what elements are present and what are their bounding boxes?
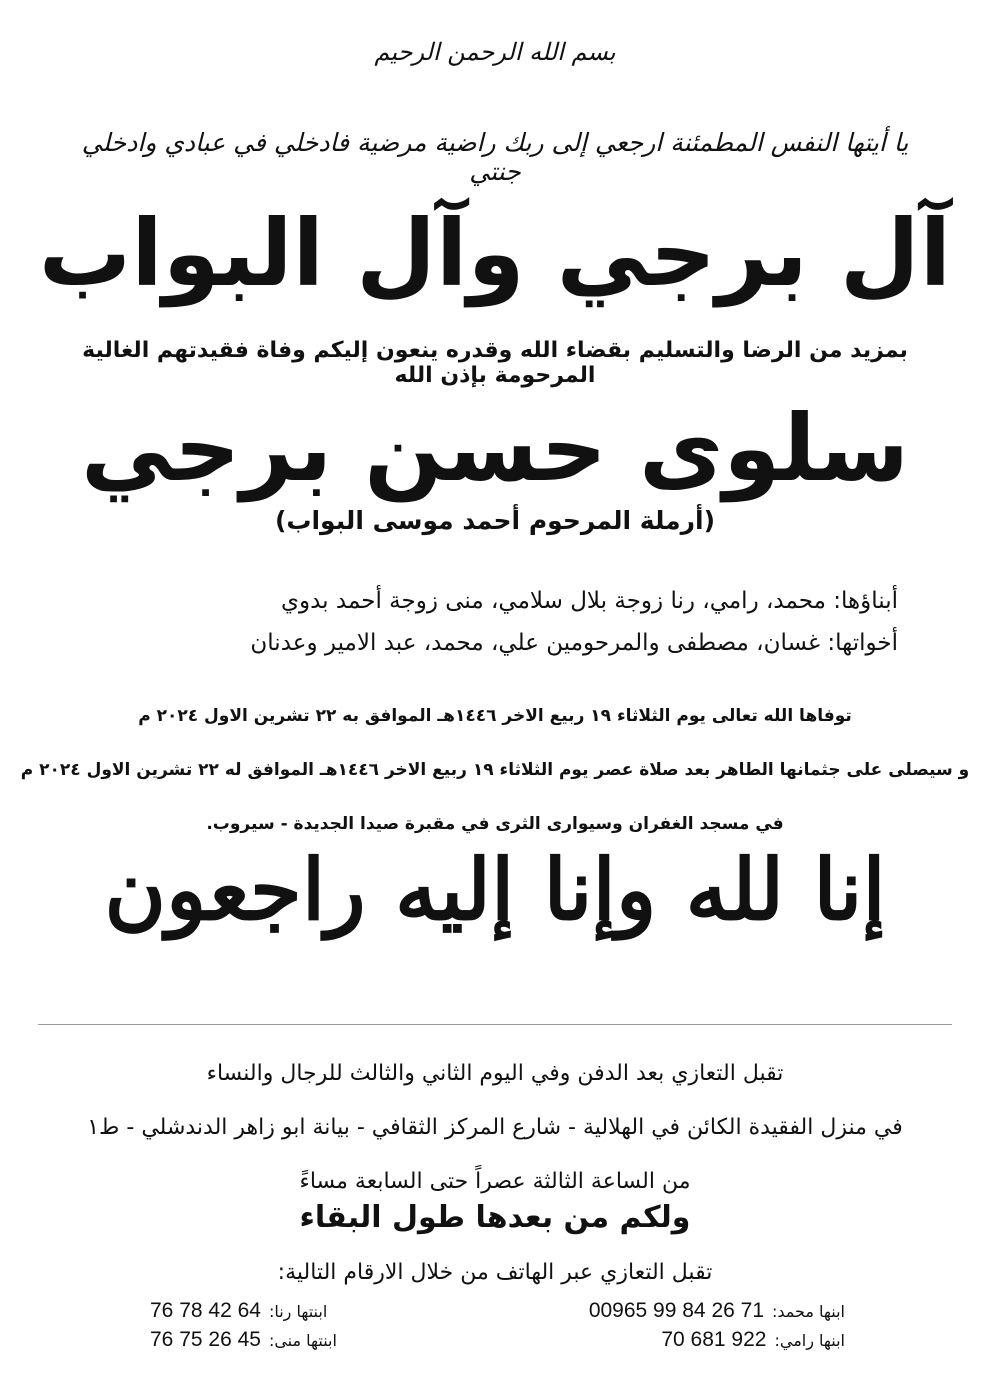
funeral-details bbox=[20, 700, 970, 862]
section-divider bbox=[38, 1024, 952, 1025]
contact-item bbox=[589, 1296, 845, 1325]
contact-item bbox=[661, 1325, 845, 1354]
announcement-text: بمزيد من الرضا والتسليم بقضاء الله وقدره ينعون إليكم وفاة فقيدتهم الغالية المرحومة بإذن الله bbox=[82, 338, 908, 388]
prayer-line: و سيصلى على جثمانها الطاهر بعد صلاة عصر يوم الثلاثاء ١٩ ربيع الاخر ١٤٤٦هـ الموافق له ٢٢ تشرين الاول ٢٠٢٤ م bbox=[20, 760, 970, 780]
condolences-days-line: تقبل التعازي بعد الدفن وفي اليوم الثاني والثالث للرجال والنساء bbox=[206, 1061, 784, 1086]
contact-number: 00965 99 84 26 71 bbox=[588, 1299, 764, 1322]
deceased-name: سلوى حسن برجي bbox=[81, 395, 909, 502]
condolences-hours-line: من الساعة الثالثة عصراً حتى السابعة مساءً bbox=[299, 1169, 691, 1194]
basmala-calligraphy: بسم الله الرحمن الرحيم bbox=[374, 38, 616, 66]
contact-number: 76 78 42 64 bbox=[150, 1299, 261, 1322]
contact-number: 76 75 26 45 bbox=[150, 1328, 261, 1351]
contact-item bbox=[150, 1296, 327, 1325]
condolences-address-line: في منزل الفقيدة الكائن في الهلالية - شارع المركز الثقافي - بيانة ابو زاهر الدندشلي - ط١ bbox=[87, 1115, 903, 1140]
quran-verse: يا أيتها النفس المطمئنة ارجعي إلى ربك راضية مرضية فادخلي في عبادي وادخلي جنتي bbox=[81, 128, 909, 186]
contact-number: 70 681 922 bbox=[661, 1328, 767, 1351]
relatives-section bbox=[40, 580, 898, 664]
contact-label: ابنها محمد: bbox=[772, 1302, 845, 1321]
phone-row bbox=[150, 1325, 845, 1354]
families-heading: آل برجي وآل البواب bbox=[38, 200, 952, 307]
widow-of-line: (أرملة المرحوم أحمد موسى البواب) bbox=[274, 506, 716, 535]
phone-intro: تقبل التعازي عبر الهاتف من خلال الارقام التالية: bbox=[277, 1260, 713, 1285]
death-date-line: توفاها الله تعالى يوم الثلاثاء ١٩ ربيع الاخر ١٤٤٦هـ الموافق به ٢٢ تشرين الاول ٢٠٢٤ م bbox=[138, 706, 852, 726]
children-line: أبناؤها: محمد، رامي، رنا زوجة بلال سلامي، منى زوجة أحمد بدوي bbox=[281, 588, 898, 614]
contact-label: ابنتها رنا: bbox=[268, 1302, 328, 1321]
siblings-line: أخواتها: غسان، مصطفى والمرحومين علي، محمد، عبد الامير وعدنان bbox=[250, 630, 898, 656]
contact-label: ابنتها منى: bbox=[268, 1331, 337, 1350]
contact-item bbox=[150, 1325, 337, 1354]
closing-phrase: ولكم من بعدها طول البقاء bbox=[299, 1200, 691, 1235]
condolences-section bbox=[30, 1052, 960, 1214]
ayah-calligraphy: إنا لله وإنا إليه راجعون bbox=[104, 840, 886, 939]
burial-line: في مسجد الغفران وسيوارى الثرى في مقبرة صيدا الجديدة - سيروب. bbox=[206, 814, 784, 834]
phone-row bbox=[150, 1296, 845, 1325]
contact-label: ابنها رامي: bbox=[774, 1331, 845, 1350]
phone-contacts bbox=[150, 1296, 845, 1354]
